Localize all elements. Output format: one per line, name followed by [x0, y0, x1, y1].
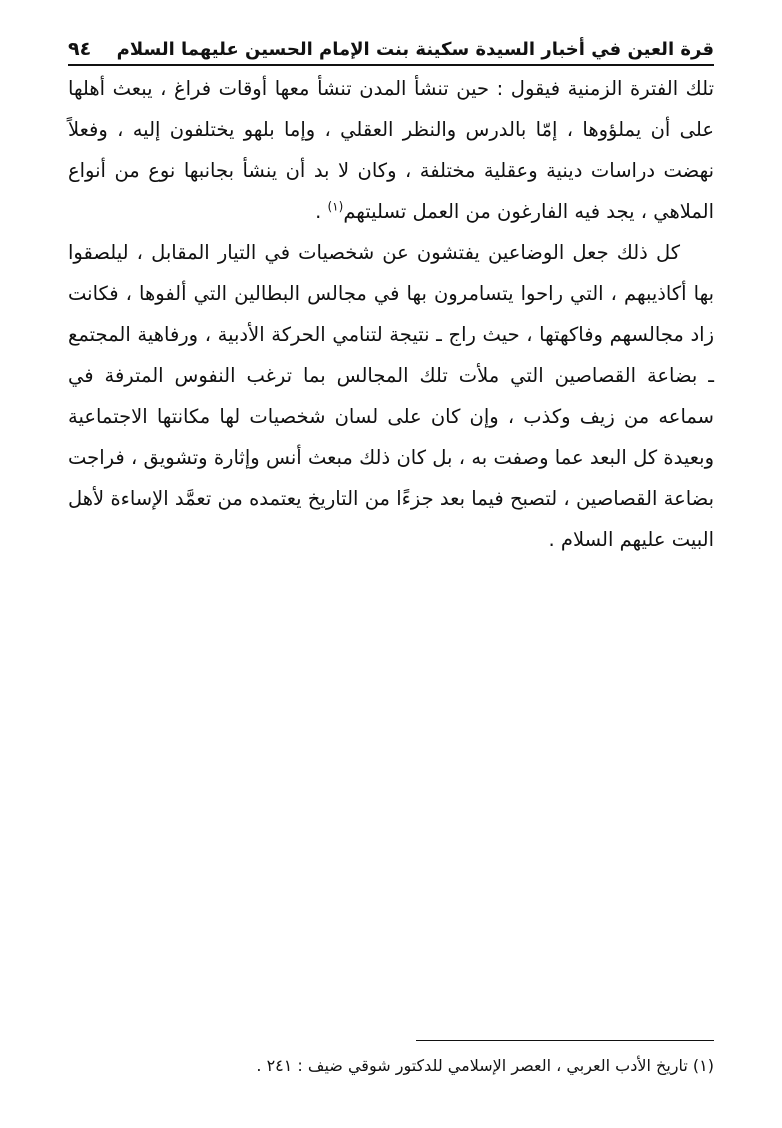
paragraph-1-text: تلك الفترة الزمنية فيقول : حين تنشأ المدن تنشأ معها أوقات فراغ ، يبعث أهلها على أن يملؤوها ، إمّا بالدرس والنظر العقلي ، وإما بلهو يختلفون إليه ، وفعلاً نهضت دراسات دينية وعقلية مختلفة ، وكان لا بد أن ينشأ بجانبها نوع من أنواع الملاهي ، يجد فيه الفارغون من العمل تسليتهم	[68, 77, 714, 223]
page-header	[68, 30, 714, 66]
body-text	[68, 68, 714, 560]
footnote-divider	[416, 1040, 714, 1041]
page-number: ٩٤	[68, 38, 92, 60]
paragraph-1	[68, 68, 714, 232]
paragraph-2: كل ذلك جعل الوضاعين يفتشون عن شخصيات في التيار المقابل ، ليلصقوا بها أكاذيبهم ، التي راحوا يتسامرون بها في مجالس البطالين التي ألفوها ، فكانت زاد مجالسهم وفاكهتها ، حيث راج ـ نتيجة لتنامي الحركة الأدبية ، ورفاهية المجتمع ـ بضاعة القصاصين التي ملأت تلك المجالس بما ترغب النفوس المترفة في سماعه من زيف وكذب ، وإن كان على لسان شخصيات لها مكانتها الاجتماعية وبعيدة كل البعد عما وصفت به ، بل كان ذلك مبعث أنس وإثارة وتشويق ، فراجت بضاعة القصاصين ، لتصبح فيما بعد جزءًا من التاريخ يعتمده من تعمَّد الإساءة لأهل البيت عليهم السلام .	[68, 241, 714, 551]
footnote: (١) تاريخ الأدب العربي ، العصر الإسلامي للدكتور شوقي ضيف : ٢٤١ .	[256, 1056, 714, 1075]
running-title: قرة العين في أخبار السيدة سكينة بنت الإمام الحسين عليهما السلام	[116, 39, 714, 60]
paragraph-1-end: .	[315, 200, 328, 223]
footnote-reference: (١)	[327, 199, 344, 214]
